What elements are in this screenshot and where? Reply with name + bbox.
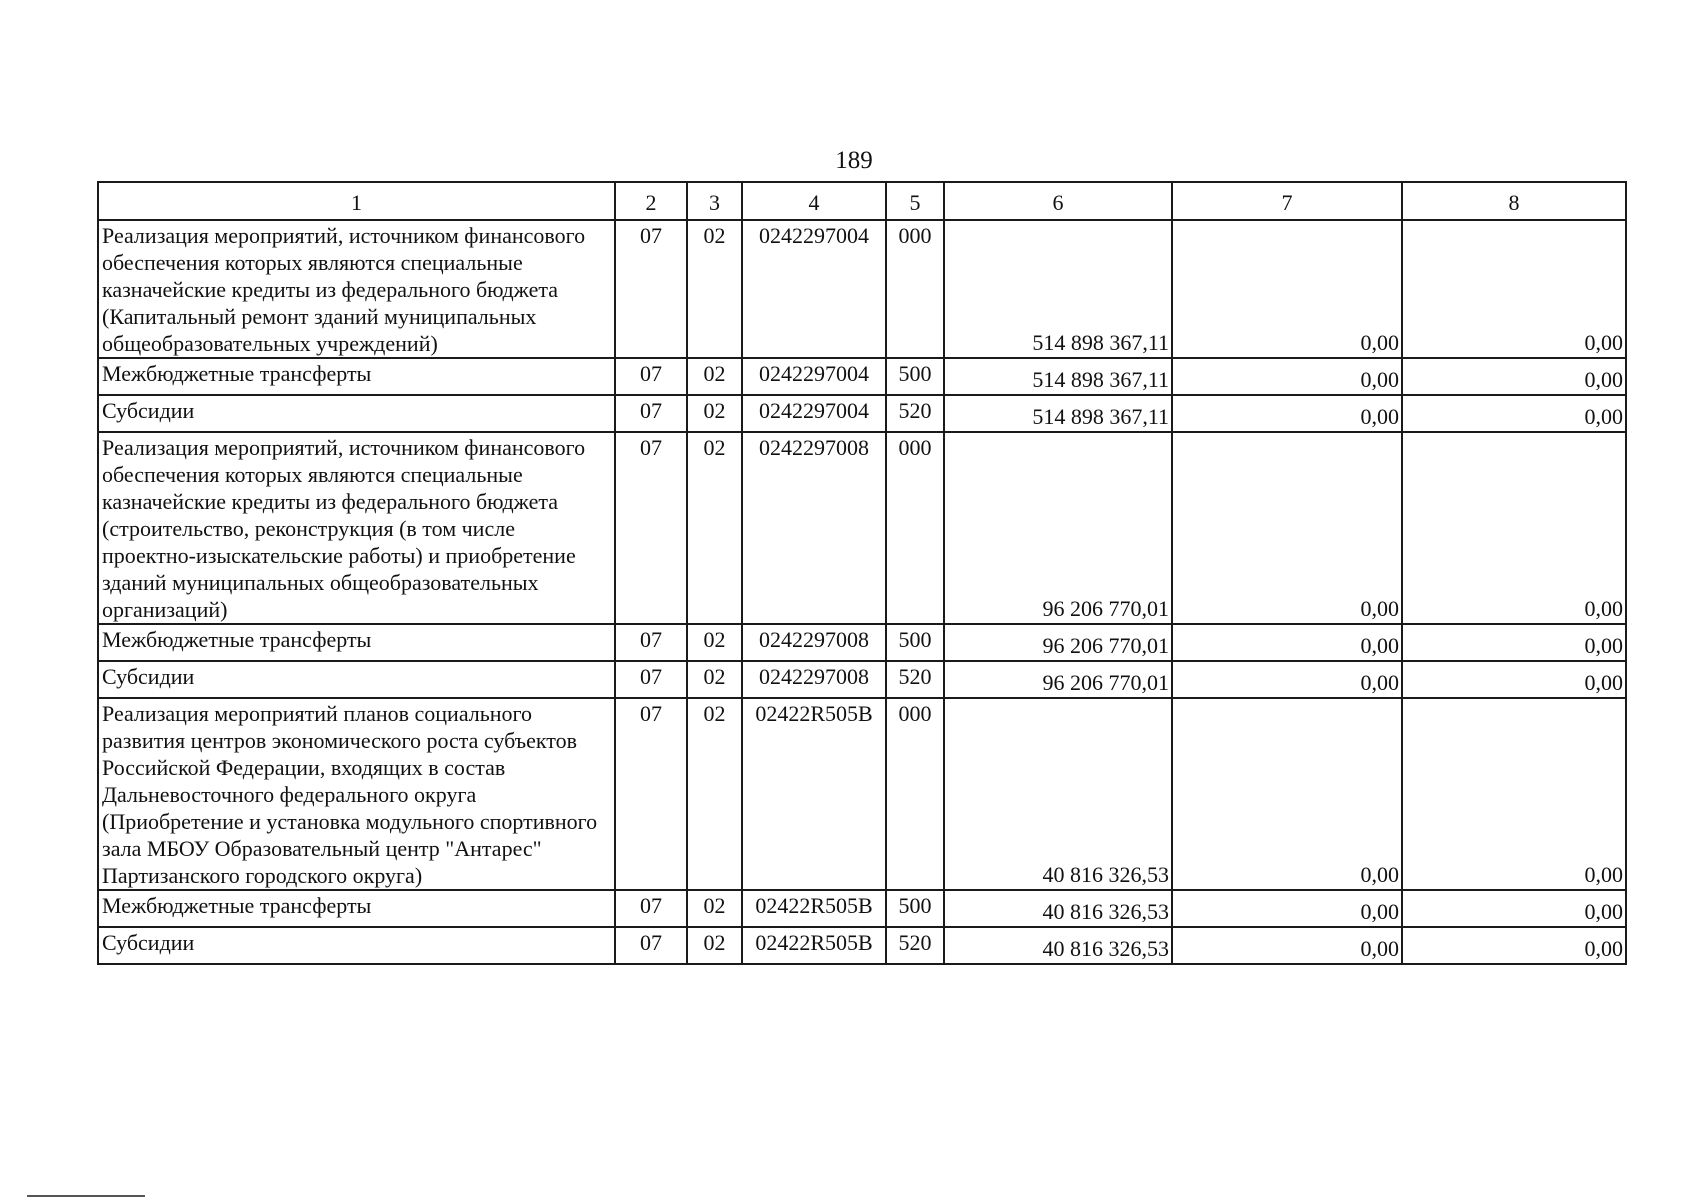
target-article-cell: 0242297008 xyxy=(742,624,886,661)
item-name-cell: Межбюджетные трансферты xyxy=(98,624,615,661)
header-row xyxy=(98,182,1626,220)
item-name-cell: Субсидии xyxy=(98,927,615,964)
amount-col-8-cell: 0,00 xyxy=(1402,890,1626,927)
amount-col-6-cell: 40 816 326,53 xyxy=(944,927,1172,964)
footer-rule xyxy=(27,1195,145,1197)
section-code-cell: 07 xyxy=(615,927,687,964)
budget-table-container xyxy=(97,181,1627,965)
expense-type-cell: 000 xyxy=(886,432,944,624)
header-col-2: 2 xyxy=(615,182,687,220)
subsection-code-cell: 02 xyxy=(687,624,742,661)
item-name-cell: Реализация мероприятий, источником финансового обеспечения которых являются специальные казначейские кредиты из федерального бюджета (строительство, реконструкция (в том числе проектно-изыскательские работы) и приобретение зданий муниципальных общеобразовательных организаций) xyxy=(98,432,615,624)
amount-col-7-cell: 0,00 xyxy=(1172,395,1402,432)
amount-col-7-cell: 0,00 xyxy=(1172,890,1402,927)
table-row xyxy=(98,432,1626,624)
amount-col-6-cell: 40 816 326,53 xyxy=(944,890,1172,927)
subsection-code-cell: 02 xyxy=(687,358,742,395)
header-col-4: 4 xyxy=(742,182,886,220)
amount-col-8-cell: 0,00 xyxy=(1402,432,1626,624)
amount-col-6-cell: 96 206 770,01 xyxy=(944,661,1172,698)
target-article-cell: 02422R505B xyxy=(742,890,886,927)
header-col-3: 3 xyxy=(687,182,742,220)
amount-col-8-cell: 0,00 xyxy=(1402,927,1626,964)
table-row xyxy=(98,358,1626,395)
subsection-code-cell: 02 xyxy=(687,220,742,358)
section-code-cell: 07 xyxy=(615,890,687,927)
item-name-cell: Межбюджетные трансферты xyxy=(98,890,615,927)
subsection-code-cell: 02 xyxy=(687,661,742,698)
header-col-8: 8 xyxy=(1402,182,1626,220)
expense-type-cell: 520 xyxy=(886,395,944,432)
amount-col-7-cell: 0,00 xyxy=(1172,624,1402,661)
item-name-cell: Субсидии xyxy=(98,395,615,432)
subsection-code-cell: 02 xyxy=(687,890,742,927)
section-code-cell: 07 xyxy=(615,358,687,395)
amount-col-6-cell: 96 206 770,01 xyxy=(944,432,1172,624)
expense-type-cell: 500 xyxy=(886,890,944,927)
amount-col-8-cell: 0,00 xyxy=(1402,220,1626,358)
header-col-6: 6 xyxy=(944,182,1172,220)
target-article-cell: 0242297008 xyxy=(742,432,886,624)
amount-col-6-cell: 514 898 367,11 xyxy=(944,220,1172,358)
amount-col-6-cell: 514 898 367,11 xyxy=(944,395,1172,432)
table-row xyxy=(98,220,1626,358)
table-row xyxy=(98,927,1626,964)
expense-type-cell: 000 xyxy=(886,220,944,358)
expense-type-cell: 000 xyxy=(886,698,944,890)
subsection-code-cell: 02 xyxy=(687,432,742,624)
section-code-cell: 07 xyxy=(615,698,687,890)
amount-col-8-cell: 0,00 xyxy=(1402,624,1626,661)
expense-type-cell: 520 xyxy=(886,927,944,964)
amount-col-6-cell: 40 816 326,53 xyxy=(944,698,1172,890)
expense-type-cell: 500 xyxy=(886,358,944,395)
amount-col-7-cell: 0,00 xyxy=(1172,220,1402,358)
target-article-cell: 02422R505B xyxy=(742,927,886,964)
subsection-code-cell: 02 xyxy=(687,927,742,964)
amount-col-7-cell: 0,00 xyxy=(1172,432,1402,624)
header-col-1: 1 xyxy=(98,182,615,220)
page-number: 189 xyxy=(835,147,873,174)
budget-table xyxy=(97,181,1627,965)
item-name-cell: Межбюджетные трансферты xyxy=(98,358,615,395)
table-row xyxy=(98,890,1626,927)
table-row xyxy=(98,698,1626,890)
amount-col-8-cell: 0,00 xyxy=(1402,395,1626,432)
amount-col-7-cell: 0,00 xyxy=(1172,927,1402,964)
amount-col-8-cell: 0,00 xyxy=(1402,698,1626,890)
amount-col-7-cell: 0,00 xyxy=(1172,661,1402,698)
target-article-cell: 0242297004 xyxy=(742,220,886,358)
item-name-cell: Реализация мероприятий планов социального развития центров экономического роста субъектов Российской Федерации, входящих в состав Дальневосточного федерального округа (Приобретение и установка модульного спортивного зала МБОУ Образовательный центр "Антарес" Партизанского городского округа) xyxy=(98,698,615,890)
target-article-cell: 0242297008 xyxy=(742,661,886,698)
section-code-cell: 07 xyxy=(615,395,687,432)
amount-col-6-cell: 96 206 770,01 xyxy=(944,624,1172,661)
expense-type-cell: 500 xyxy=(886,624,944,661)
item-name-cell: Реализация мероприятий, источником финансового обеспечения которых являются специальные казначейские кредиты из федерального бюджета (Капитальный ремонт зданий муниципальных общеобразовательных учреждений) xyxy=(98,220,615,358)
target-article-cell: 0242297004 xyxy=(742,358,886,395)
section-code-cell: 07 xyxy=(615,432,687,624)
section-code-cell: 07 xyxy=(615,220,687,358)
target-article-cell: 0242297004 xyxy=(742,395,886,432)
subsection-code-cell: 02 xyxy=(687,698,742,890)
target-article-cell: 02422R505B xyxy=(742,698,886,890)
header-col-5: 5 xyxy=(886,182,944,220)
amount-col-8-cell: 0,00 xyxy=(1402,358,1626,395)
amount-col-6-cell: 514 898 367,11 xyxy=(944,358,1172,395)
expense-type-cell: 520 xyxy=(886,661,944,698)
table-row xyxy=(98,395,1626,432)
table-row xyxy=(98,624,1626,661)
item-name-cell: Субсидии xyxy=(98,661,615,698)
amount-col-8-cell: 0,00 xyxy=(1402,661,1626,698)
amount-col-7-cell: 0,00 xyxy=(1172,698,1402,890)
header-col-7: 7 xyxy=(1172,182,1402,220)
amount-col-7-cell: 0,00 xyxy=(1172,358,1402,395)
table-row xyxy=(98,661,1626,698)
subsection-code-cell: 02 xyxy=(687,395,742,432)
section-code-cell: 07 xyxy=(615,624,687,661)
section-code-cell: 07 xyxy=(615,661,687,698)
